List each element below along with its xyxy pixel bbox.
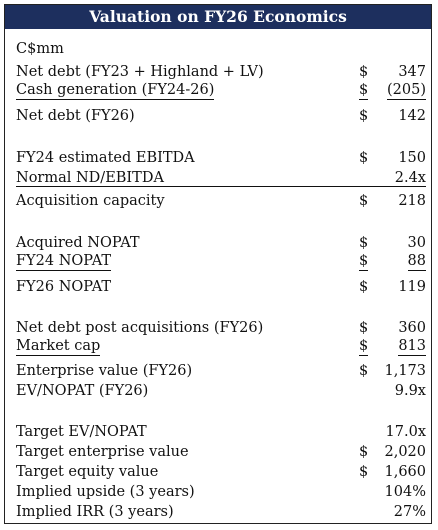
table-row <box>16 277 426 297</box>
row-label: Net debt (FY26) <box>16 108 135 124</box>
currency-symbol: $ <box>359 338 369 354</box>
row-value: 104% <box>384 484 426 500</box>
currency-symbol: $ <box>359 279 369 295</box>
currency-symbol: $ <box>359 82 369 98</box>
table-row <box>16 82 426 102</box>
row-value: 119 <box>398 279 426 295</box>
table-row <box>16 253 426 273</box>
row-label: Acquisition capacity <box>16 193 165 209</box>
currency-symbol: $ <box>359 363 369 379</box>
row-label: Implied upside (3 years) <box>16 484 195 500</box>
row-value: 2.4x <box>394 170 426 186</box>
table-row <box>16 422 426 442</box>
row-label: FY24 estimated EBITDA <box>16 150 195 166</box>
table-row <box>16 462 426 482</box>
table-title: Valuation on FY26 Economics <box>5 5 431 29</box>
row-value: 150 <box>398 150 426 166</box>
row-value: 27% <box>393 504 426 520</box>
table-row <box>16 361 426 381</box>
row-value: 813 <box>398 338 426 354</box>
row-label: Net debt post acquisitions (FY26) <box>16 320 264 336</box>
row-value: 1,660 <box>384 464 426 480</box>
row-label: FY24 NOPAT <box>16 253 112 269</box>
currency-symbol: $ <box>359 444 369 460</box>
row-label: Target equity value <box>16 464 159 480</box>
row-label: Target enterprise value <box>16 444 189 460</box>
table-row <box>16 233 426 253</box>
row-value: 1,173 <box>384 363 426 379</box>
row-value: 142 <box>398 108 426 124</box>
table-row <box>16 318 426 338</box>
row-label: FY26 NOPAT <box>16 279 112 295</box>
row-value: 17.0x <box>385 424 426 440</box>
currency-symbol: $ <box>359 193 369 209</box>
row-label: Acquired NOPAT <box>16 235 140 251</box>
currency-symbol: $ <box>359 253 369 269</box>
row-value: 218 <box>398 193 426 209</box>
table-row <box>16 62 426 82</box>
table-row <box>16 482 426 502</box>
table-row <box>16 381 426 401</box>
row-value: 9.9x <box>394 383 426 399</box>
currency-symbol: $ <box>359 64 369 80</box>
table-row <box>16 442 426 462</box>
row-label: EV/NOPAT (FY26) <box>16 383 149 399</box>
valuation-table <box>4 4 432 524</box>
currency-symbol: $ <box>359 320 369 336</box>
divider <box>16 186 426 187</box>
row-label: Target EV/NOPAT <box>16 424 147 440</box>
row-value: (205) <box>387 82 426 98</box>
row-label: Implied IRR (3 years) <box>16 504 174 520</box>
currency-symbol: $ <box>359 108 369 124</box>
currency-symbol: $ <box>359 150 369 166</box>
table-row <box>16 106 426 126</box>
currency-symbol: $ <box>359 235 369 251</box>
table-row <box>16 502 426 522</box>
table-row <box>16 338 426 358</box>
row-label: Market cap <box>16 338 101 354</box>
table-row <box>16 191 426 211</box>
row-value: 360 <box>398 320 426 336</box>
unit-label: C$mm <box>16 41 64 57</box>
table-row <box>16 148 426 168</box>
row-value: 88 <box>407 253 426 269</box>
row-value: 347 <box>398 64 426 80</box>
row-label: Normal ND/EBITDA <box>16 170 164 186</box>
row-label: Cash generation (FY24-26) <box>16 82 215 98</box>
row-label: Net debt (FY23 + Highland + LV) <box>16 64 264 80</box>
row-value: 2,020 <box>384 444 426 460</box>
table-row <box>16 168 426 188</box>
row-value: 30 <box>407 235 426 251</box>
row-label: Enterprise value (FY26) <box>16 363 193 379</box>
currency-symbol: $ <box>359 464 369 480</box>
